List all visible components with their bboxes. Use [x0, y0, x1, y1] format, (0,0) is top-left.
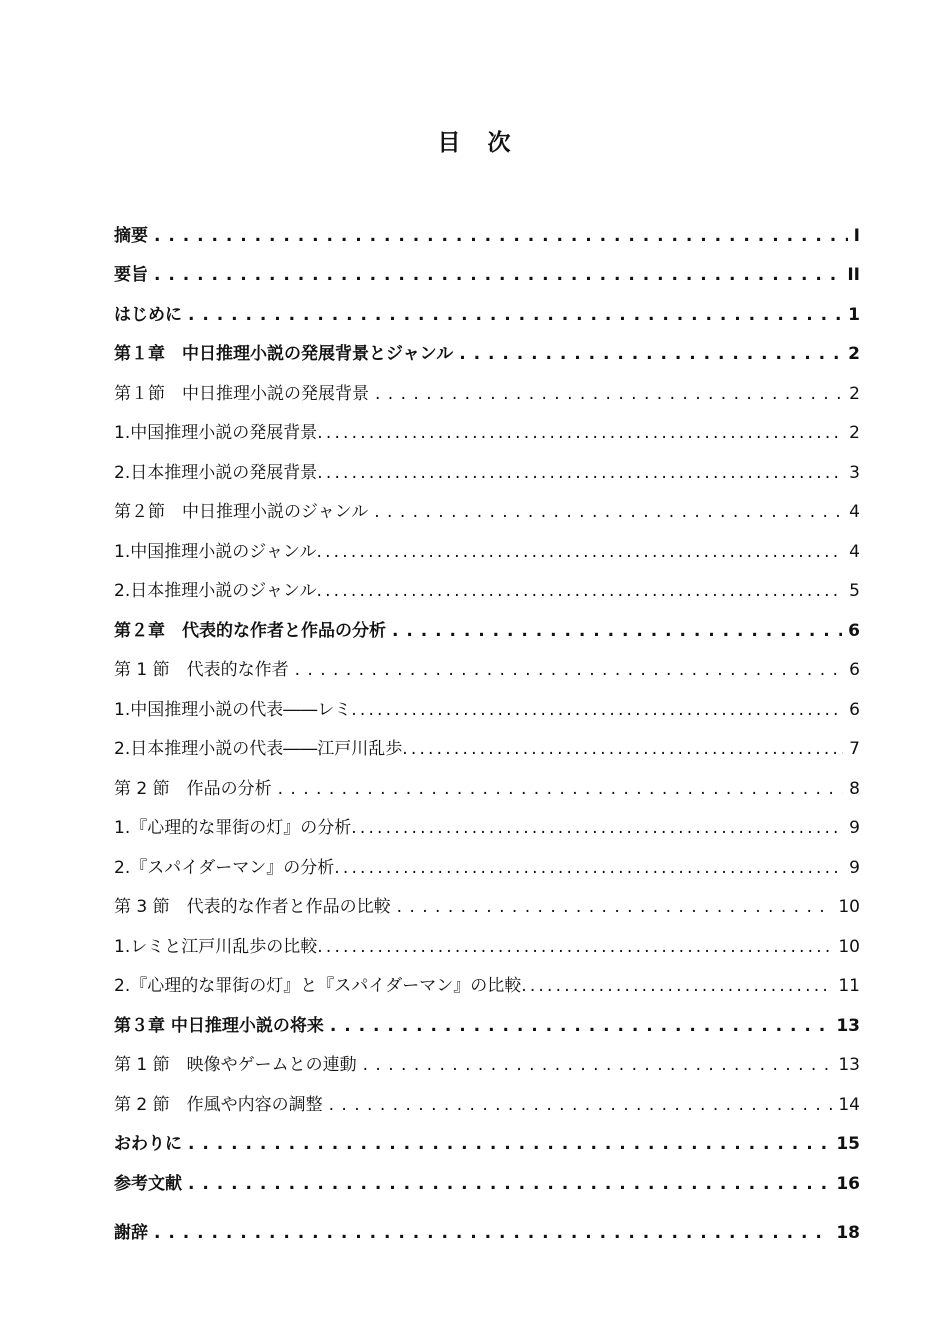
- toc-entry-page: 7: [849, 739, 860, 760]
- toc-entry-section-1-2[interactable]: [114, 493, 860, 533]
- toc-entry-subsection[interactable]: [114, 967, 860, 1007]
- dot-leader: [295, 658, 844, 682]
- dot-leader: [392, 619, 842, 643]
- dot-leader: [374, 500, 843, 524]
- toc-entry-label: 参考文献: [114, 1173, 182, 1194]
- toc-entry-subsection[interactable]: [114, 848, 860, 888]
- toc-entry-page: 13: [838, 1055, 860, 1076]
- toc-entry-label: 第１節 中日推理小説の発展背景: [114, 383, 369, 404]
- toc-entry-page: 2: [849, 383, 860, 404]
- toc-entry-page: 14: [838, 1094, 860, 1115]
- toc-entry-label: 1.『心理的な罪街の灯』の分析: [114, 818, 352, 839]
- dot-leader: [154, 263, 841, 287]
- toc-entry-label: おわりに: [114, 1134, 182, 1155]
- toc-entry-label: 2.日本推理小説の発展背景: [114, 462, 318, 483]
- dot-leader: [402, 737, 843, 761]
- toc-entry-label: 1.中国推理小説のジャンル: [114, 541, 317, 562]
- toc-entry-subsection[interactable]: [114, 927, 860, 967]
- toc-entry-subsection[interactable]: [114, 809, 860, 849]
- toc-entry-label: 2.日本推理小説の代表――江戸川乱歩: [114, 739, 403, 760]
- dot-leader: [317, 421, 843, 445]
- toc-entry-abstract-jp[interactable]: [114, 256, 860, 296]
- toc-entry-page: I: [853, 225, 860, 246]
- toc-entry-page: 2: [848, 344, 860, 365]
- toc-entry-label: 第 3 節 代表的な作者と作品の比較: [114, 897, 391, 918]
- dot-leader: [363, 1053, 833, 1077]
- dot-leader: [316, 540, 843, 564]
- dot-leader: [278, 777, 844, 801]
- toc-entry-page: 10: [838, 897, 860, 918]
- toc-entry-abstract-cn[interactable]: [114, 216, 860, 256]
- toc-entry-page: 13: [836, 1015, 860, 1036]
- toc-entry-label: 2.日本推理小説のジャンル: [114, 581, 317, 602]
- toc-entry-page: 3: [849, 462, 860, 483]
- toc-entry-page: 5: [849, 581, 860, 602]
- toc-entry-page: 1: [848, 304, 860, 325]
- dot-leader: [316, 579, 843, 603]
- toc-entry-page: 6: [848, 620, 860, 641]
- toc-entry-chapter-1[interactable]: [114, 335, 860, 375]
- dot-leader: [375, 382, 843, 406]
- toc-entry-section-2-1[interactable]: [114, 651, 860, 691]
- toc-entry-page: 2: [849, 423, 860, 444]
- toc-entry-label: 1.レミと江戸川乱歩の比較: [114, 936, 318, 957]
- toc-entry-subsection[interactable]: [114, 730, 860, 770]
- toc-entry-page: 4: [849, 502, 860, 523]
- toc-entry-page: 4: [849, 541, 860, 562]
- toc-entry-page: 9: [849, 857, 860, 878]
- dot-leader: [317, 935, 832, 959]
- dot-leader: [459, 342, 842, 366]
- toc-entry-section-3-1[interactable]: [114, 1046, 860, 1086]
- dot-leader: [351, 816, 843, 840]
- toc-entry-label: 第 1 節 映像やゲームとの連動: [114, 1055, 357, 1076]
- toc-entry-label: 摘要: [114, 225, 148, 246]
- toc-entry-section-3-2[interactable]: [114, 1085, 860, 1125]
- toc-entry-page: 15: [836, 1134, 860, 1155]
- toc-entry-page: 8: [849, 778, 860, 799]
- dot-leader: [334, 856, 843, 880]
- dot-leader: [188, 1132, 830, 1156]
- page-title: 目 次: [437, 130, 513, 156]
- dot-leader: [521, 974, 832, 998]
- toc-entry-subsection[interactable]: [114, 414, 860, 454]
- toc-entry-label: 第２節 中日推理小説のジャンル: [114, 502, 369, 523]
- toc-entry-page: 10: [838, 936, 860, 957]
- toc-entry-conclusion[interactable]: [114, 1125, 860, 1165]
- dot-leader: [351, 698, 843, 722]
- toc-entry-label: 2.『スパイダーマン』の分析: [114, 857, 335, 878]
- toc-entry-chapter-2[interactable]: [114, 611, 860, 651]
- toc-entry-label: はじめに: [114, 304, 182, 325]
- toc-entry-page: 6: [849, 660, 860, 681]
- dot-leader: [154, 224, 848, 248]
- toc-entry-subsection[interactable]: [114, 453, 860, 493]
- toc-entry-page: II: [847, 265, 860, 286]
- toc-entry-label: 2.『心理的な罪街の灯』と『スパイダーマン』の比較: [114, 976, 522, 997]
- toc-entry-page: 6: [849, 699, 860, 720]
- toc-entry-subsection[interactable]: [114, 572, 860, 612]
- toc-entry-label: 要旨: [114, 265, 148, 286]
- dot-leader: [330, 1014, 830, 1038]
- table-of-contents: [114, 216, 860, 1247]
- toc-entry-acknowledgements[interactable]: [114, 1204, 860, 1247]
- toc-entry-label: 第 2 節 作風や内容の調整: [114, 1094, 323, 1115]
- toc-entry-chapter-3[interactable]: [114, 1006, 860, 1046]
- toc-entry-label: 第 2 節 作品の分析: [114, 778, 272, 799]
- toc-entry-label: 第１章 中日推理小説の発展背景とジャンル: [114, 344, 454, 365]
- toc-entry-page: 16: [836, 1173, 860, 1194]
- toc-entry-section-1-1[interactable]: [114, 374, 860, 414]
- dot-leader: [154, 1221, 830, 1245]
- toc-entry-introduction[interactable]: [114, 295, 860, 335]
- toc-entry-label: 第 1 節 代表的な作者: [114, 660, 289, 681]
- toc-entry-section-2-2[interactable]: [114, 769, 860, 809]
- toc-entry-label: 1.中国推理小説の発展背景: [114, 423, 318, 444]
- toc-entry-page: 18: [836, 1222, 860, 1243]
- toc-entry-subsection[interactable]: [114, 532, 860, 572]
- dot-leader: [188, 1172, 830, 1196]
- dot-leader: [317, 461, 843, 485]
- toc-entry-subsection[interactable]: [114, 690, 860, 730]
- toc-entry-label: 謝辞: [114, 1222, 148, 1243]
- toc-entry-section-2-3[interactable]: [114, 888, 860, 928]
- dot-leader: [188, 303, 842, 327]
- toc-entry-page: 11: [838, 976, 860, 997]
- dot-leader: [329, 1093, 833, 1117]
- dot-leader: [397, 895, 833, 919]
- toc-entry-references[interactable]: [114, 1164, 860, 1204]
- toc-entry-page: 9: [849, 818, 860, 839]
- toc-entry-label: 1.中国推理小説の代表――レミ: [114, 699, 352, 720]
- toc-entry-label: 第３章 中日推理小説の将来: [114, 1015, 324, 1036]
- toc-entry-label: 第２章 代表的な作者と作品の分析: [114, 620, 386, 641]
